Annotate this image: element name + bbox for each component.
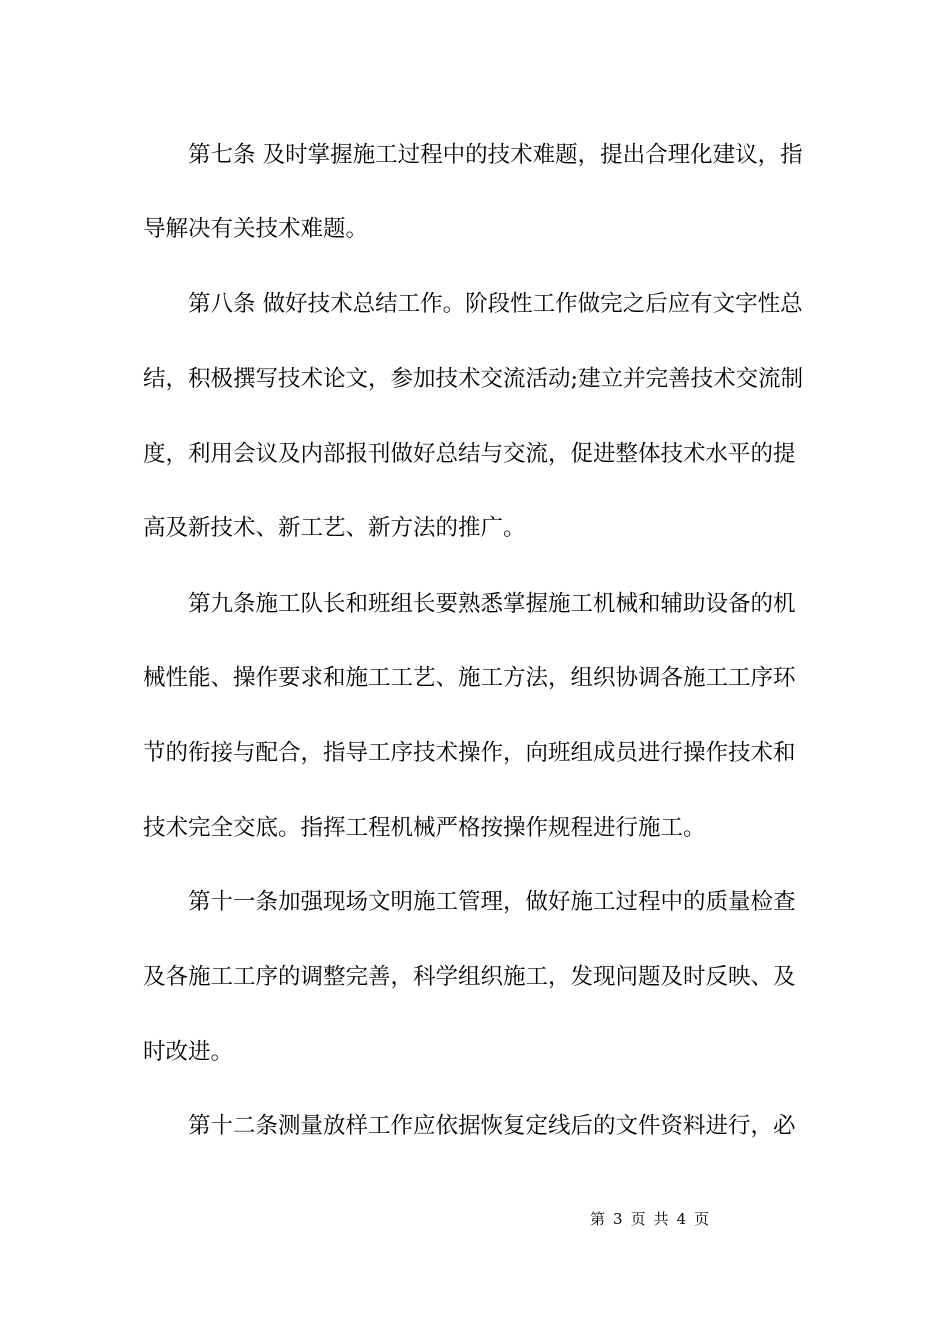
page-footer: [590, 1209, 717, 1229]
paragraph-line: 度，利用会议及内部报刊做好总结与交流，促进整体技术水平的提: [143, 441, 796, 467]
footer-suffix: 页: [694, 1210, 710, 1228]
paragraph-line: 第九条施工队长和班组长要熟悉掌握施工机械和辅助设备的机: [188, 591, 796, 617]
paragraph-line: 高及新技术、新工艺、新方法的推广。: [143, 515, 526, 541]
total-page-number: 4: [676, 1210, 687, 1228]
paragraph-line: 技术完全交底。指挥工程机械严格按操作规程进行施工。: [143, 815, 706, 841]
paragraph-line: 第八条 做好技术总结工作。阶段性工作做完之后应有文字性总: [188, 291, 803, 317]
current-page-number: 3: [613, 1210, 623, 1228]
paragraph-line: 第七条 及时掌握施工过程中的技术难题，提出合理化建议，指: [188, 142, 803, 168]
footer-page-label: 页: [630, 1210, 646, 1228]
paragraph-line: 时改进。: [143, 1039, 234, 1065]
footer-prefix: 第: [590, 1210, 606, 1228]
paragraph-line: 第十一条加强现场文明施工管理，做好施工过程中的质量检查: [188, 889, 796, 915]
paragraph-line: 节的衔接与配合，指导工序技术操作，向班组成员进行操作技术和: [143, 740, 796, 766]
paragraph-line: 及各施工工序的调整完善，科学组织施工，发现问题及时反映、及: [143, 964, 796, 990]
paragraph-line: 导解决有关技术难题。: [143, 216, 369, 242]
paragraph-line: 结，积极撰写技术论文，参加技术交流活动;建立并完善技术交流制: [143, 366, 804, 392]
paragraph-line: 第十二条测量放样工作应依据恢复定线后的文件资料进行，必: [188, 1113, 796, 1139]
footer-total-label: 共: [653, 1210, 669, 1228]
paragraph-line: 械性能、操作要求和施工工艺、施工方法，组织协调各施工工序环: [143, 665, 796, 691]
